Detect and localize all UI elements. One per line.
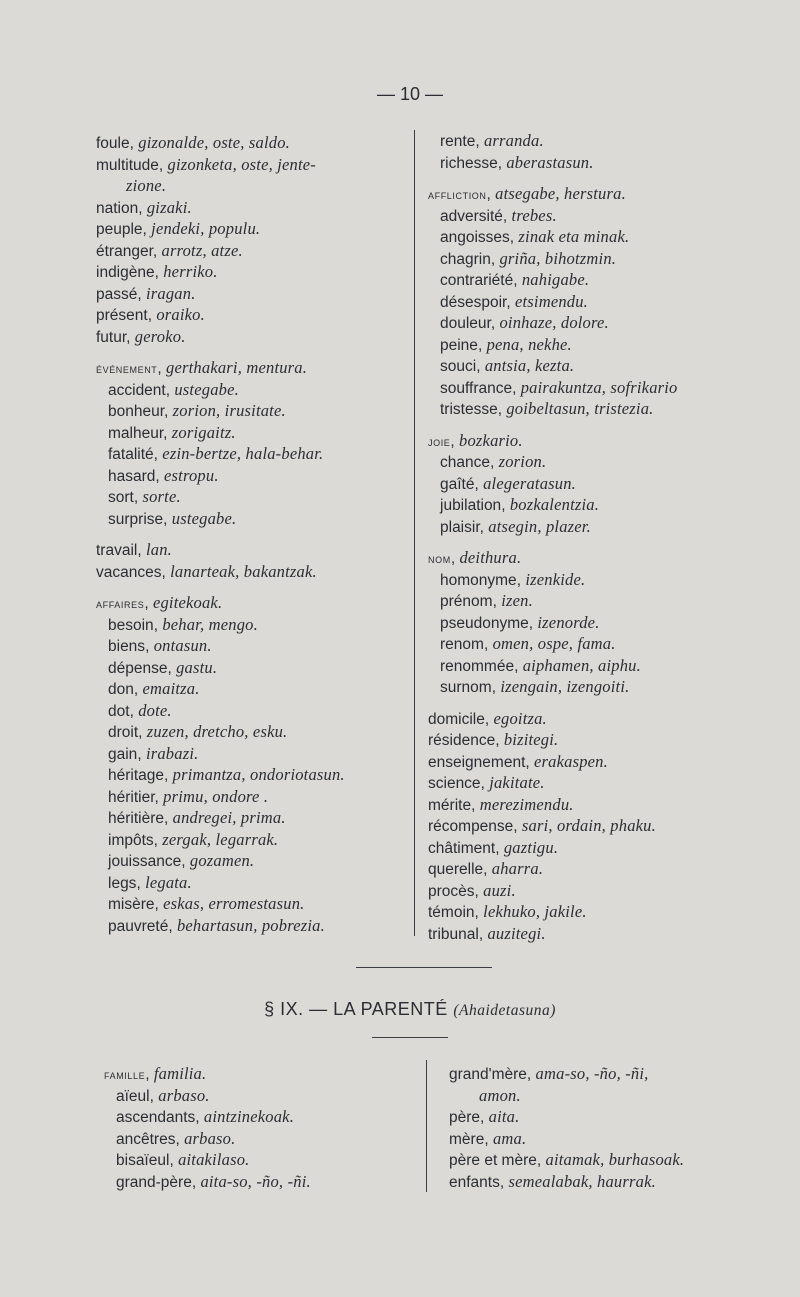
entry-enseignement: enseignement, erakaspen. [428,751,608,771]
entry-ascendants: ascendants, aintzinekoak. [116,1107,295,1126]
entry-homonyme: homonyme, izenkide. [440,569,586,589]
entry-temoin: témoin, lekhuko, jakile. [428,902,587,921]
heading-affaires: affaires, egitekoak. [96,593,223,612]
entry-hasard: hasard, estropu. [108,465,219,485]
entry-heritage: héritage, primantza, ondoriotasun. [108,765,345,784]
entry-renom: renom, omen, ospe, fama. [440,634,616,653]
entry-vacances: vacances, lanarteak, bakantzak. [96,561,317,581]
entry-heritier: héritier, primu, ondore . [108,786,269,806]
entry-plaisir: plaisir, atsegin, plazer. [440,516,591,536]
entry-aieul: aïeul, arbaso. [116,1085,210,1105]
entry-residence: résidence, bizitegi. [428,730,559,749]
entry-foule: foule, gizonalde, oste, saldo. [96,133,290,152]
section-title [150,999,670,1020]
section-subtitle: (Ahaidetasuna) [453,1002,556,1019]
entry-rente: rente, arranda. [440,131,544,150]
entry-sort: sort, sorte. [108,487,181,506]
entry-surprise: surprise, ustegabe. [108,508,237,528]
entry-desespoir: désespoir, etsimendu. [440,291,589,311]
heading-affliction: affliction, atsegabe, herstura. [428,184,626,203]
entry-passe: passé, iragan. [96,283,196,303]
entry-merite: mérite, merezimendu. [428,794,574,814]
entry-mere: mère, ama. [449,1128,527,1148]
entry-souffrance: souffrance, pairakuntza, sofrikario [440,377,678,397]
entry-legs: legs, legata. [108,872,192,892]
entry-renommee: renommée, aiphamen, aiphu. [440,655,641,675]
entry-chagrin: chagrin, griña, bihotzmin. [440,248,617,268]
entry-multitude-cont: zione. [126,176,167,195]
entry-souci: souci, antsia, kezta. [440,356,575,375]
bottom-right-column [449,1063,684,1192]
entry-biens: biens, ontasun. [108,636,212,655]
entry-grand-mere-cont: amon. [479,1085,521,1105]
entry-depense: dépense, gastu. [108,657,218,677]
entry-multitude: multitude, gizonketa, oste, jente- [96,154,317,174]
entry-present: présent, oraiko. [96,305,205,324]
entry-bonheur: bonheur, zorion, irusitate. [108,401,286,420]
entry-nation: nation, gizaki. [96,197,192,217]
entry-pere: père, aita. [449,1107,520,1126]
section-rule-top [356,967,492,968]
section-title-text: § IX. — LA PARENTÉ [264,999,448,1019]
entry-besoin: besoin, behar, mengo. [108,614,258,634]
entry-grand-pere: grand-père, aita-so, -ño, -ñi. [116,1171,311,1191]
heading-nom: nom, deithura. [428,548,522,567]
entry-gain: gain, irabazi. [108,743,199,763]
entry-contrariete: contrariété, nahigabe. [440,270,590,289]
entry-chatiment: châtiment, gaztigu. [428,837,559,857]
entry-heritiere: héritière, andregei, prima. [108,808,286,827]
entry-dot: dot, dote. [108,700,172,720]
right-column [428,130,678,944]
entry-angoisses: angoisses, zinak eta minak. [440,227,630,246]
entry-fatalite: fatalité, ezin-bertze, hala-behar. [108,444,324,463]
heading-famille: famille, familia. [104,1064,207,1083]
entry-etranger: étranger, arrotz, atze. [96,240,243,260]
entry-pseudonyme: pseudonyme, izenorde. [440,612,600,632]
heading-evenement: événement, gerthakari, mentura. [96,358,308,377]
entry-jubilation: jubilation, bozkalentzia. [440,495,600,514]
entry-peine: peine, pena, nekhe. [440,334,572,354]
entry-droit: droit, zuzen, dretcho, esku. [108,722,288,741]
entry-accident: accident, ustegabe. [108,379,239,399]
entry-pere-et-mere: père et mère, aitamak, burhasoak. [449,1150,685,1169]
column-divider-top [414,130,415,936]
entry-science: science, jakitate. [428,773,545,792]
entry-querelle: querelle, aharra. [428,859,544,878]
entry-domicile: domicile, egoitza. [428,708,547,728]
entry-tristesse: tristesse, goibeltasun, tristezia. [440,399,654,418]
entry-adversite: adversité, trebes. [440,205,557,225]
entry-recompense: récompense, sari, ordain, phaku. [428,816,656,835]
entry-impots: impôts, zergak, legarrak. [108,829,279,849]
page-number: — 10 — [376,84,444,104]
entry-chance: chance, zorion. [440,452,547,471]
column-divider-bottom [426,1060,427,1192]
entry-gaite: gaîté, alegeratasun. [440,473,576,493]
entry-grand-mere: grand'mère, ama-so, -ño, -ñi, [449,1064,649,1083]
section-rule-bottom [372,1037,448,1038]
entry-prenom: prénom, izen. [440,591,533,610]
entry-bisaieul: bisaïeul, aitakilaso. [116,1150,250,1169]
entry-ancetres: ancêtres, arbaso. [116,1128,236,1148]
entry-indigene: indigène, herriko. [96,262,218,281]
entry-tribunal: tribunal, auzitegi. [428,923,546,943]
entry-proces: procès, auzi. [428,880,516,900]
entry-pauvrete: pauvreté, behartasun, pobrezia. [108,915,325,935]
entry-misere: misère, eskas, erromestasun. [108,894,305,913]
bottom-left-column [104,1063,311,1192]
entry-richesse: richesse, aberastasun. [440,152,594,172]
entry-jouissance: jouissance, gozamen. [108,851,255,870]
entry-futur: futur, geroko. [96,326,186,346]
entry-malheur: malheur, zorigaitz. [108,422,236,442]
entry-surnom: surnom, izengain, izengoiti. [440,677,630,696]
entry-peuple: peuple, jendeki, populu. [96,219,261,238]
entry-enfants: enfants, semealabak, haurrak. [449,1171,656,1191]
entry-don: don, emaitza. [108,679,200,698]
entry-travail: travail, lan. [96,540,172,559]
entry-douleur: douleur, oinhaze, dolore. [440,313,609,332]
heading-joie: joie, bozkario. [428,430,523,450]
left-column [96,132,345,936]
